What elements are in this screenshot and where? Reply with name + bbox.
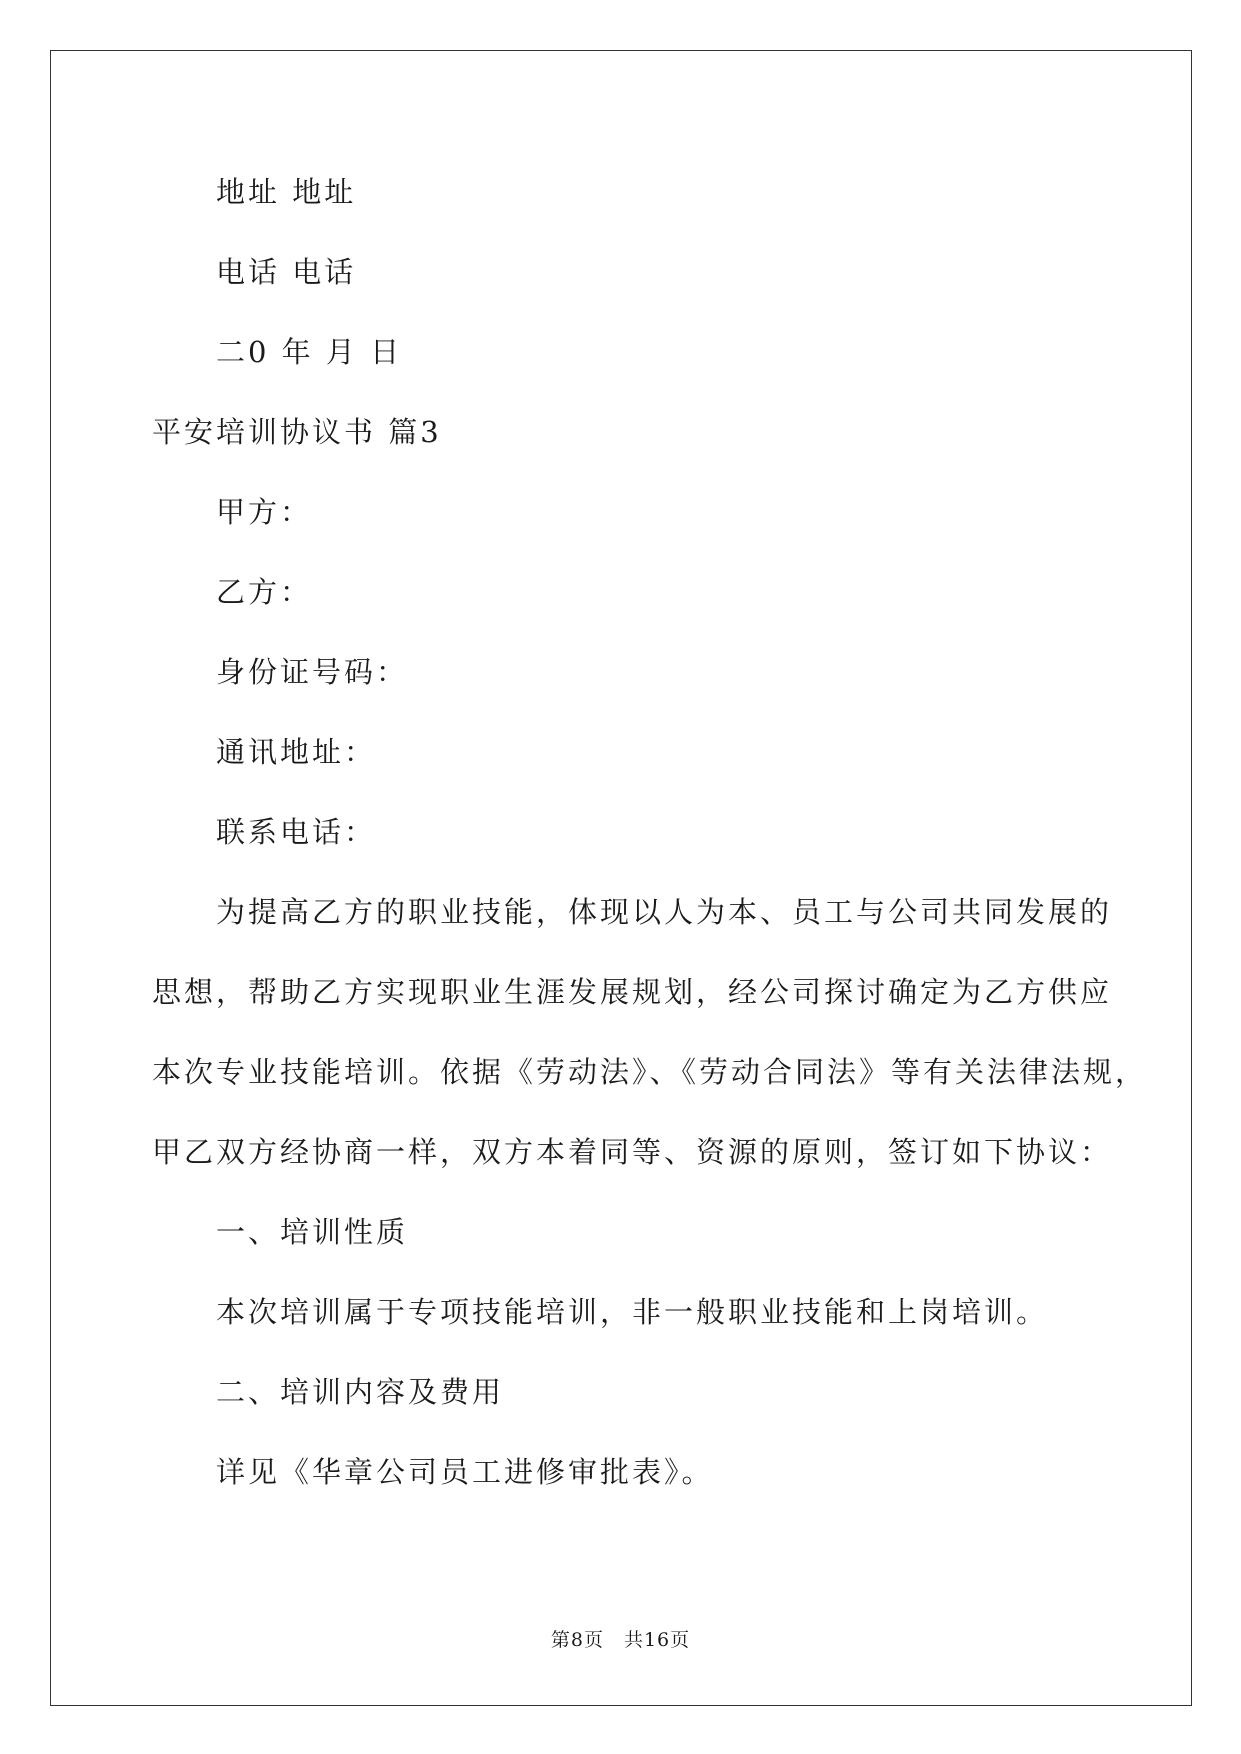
date-line: 二0 年 月 日: [216, 335, 403, 369]
paragraph-line: 本次专业技能培训。依据《劳动法》、《劳动合同法》等有关法律法规，: [152, 1055, 1148, 1089]
contact-phone-line: 联系电话：: [216, 815, 377, 849]
paragraph-line: 为提高乙方的职业技能，体现以人为本、员工与公司共同发展的: [216, 895, 1113, 929]
clause-text: 详见《华章公司员工进修审批表》。: [216, 1455, 714, 1489]
page-number-footer: 第8页 共16页: [550, 1629, 691, 1651]
id-number-line: 身份证号码：: [216, 655, 409, 689]
paragraph-line: 思想，帮助乙方实现职业生涯发展规划，经公司探讨确定为乙方供应: [152, 975, 1113, 1009]
mailing-address-line: 通讯地址：: [216, 735, 377, 769]
paragraph-line: 甲乙双方经协商一样，双方本着同等、资源的原则，签订如下协议：: [152, 1135, 1113, 1169]
phone-line: 电话 电话: [216, 255, 357, 289]
clause-heading: 一、培训性质: [216, 1215, 409, 1249]
address-line: 地址 地址: [216, 175, 357, 209]
section-title: 平安培训协议书 篇3: [152, 415, 442, 449]
party-b-line: 乙方：: [216, 575, 313, 609]
clause-heading: 二、培训内容及费用: [216, 1375, 505, 1409]
party-a-line: 甲方：: [216, 495, 313, 529]
clause-text: 本次培训属于专项技能培训，非一般职业技能和上岗培训。: [216, 1295, 1049, 1329]
